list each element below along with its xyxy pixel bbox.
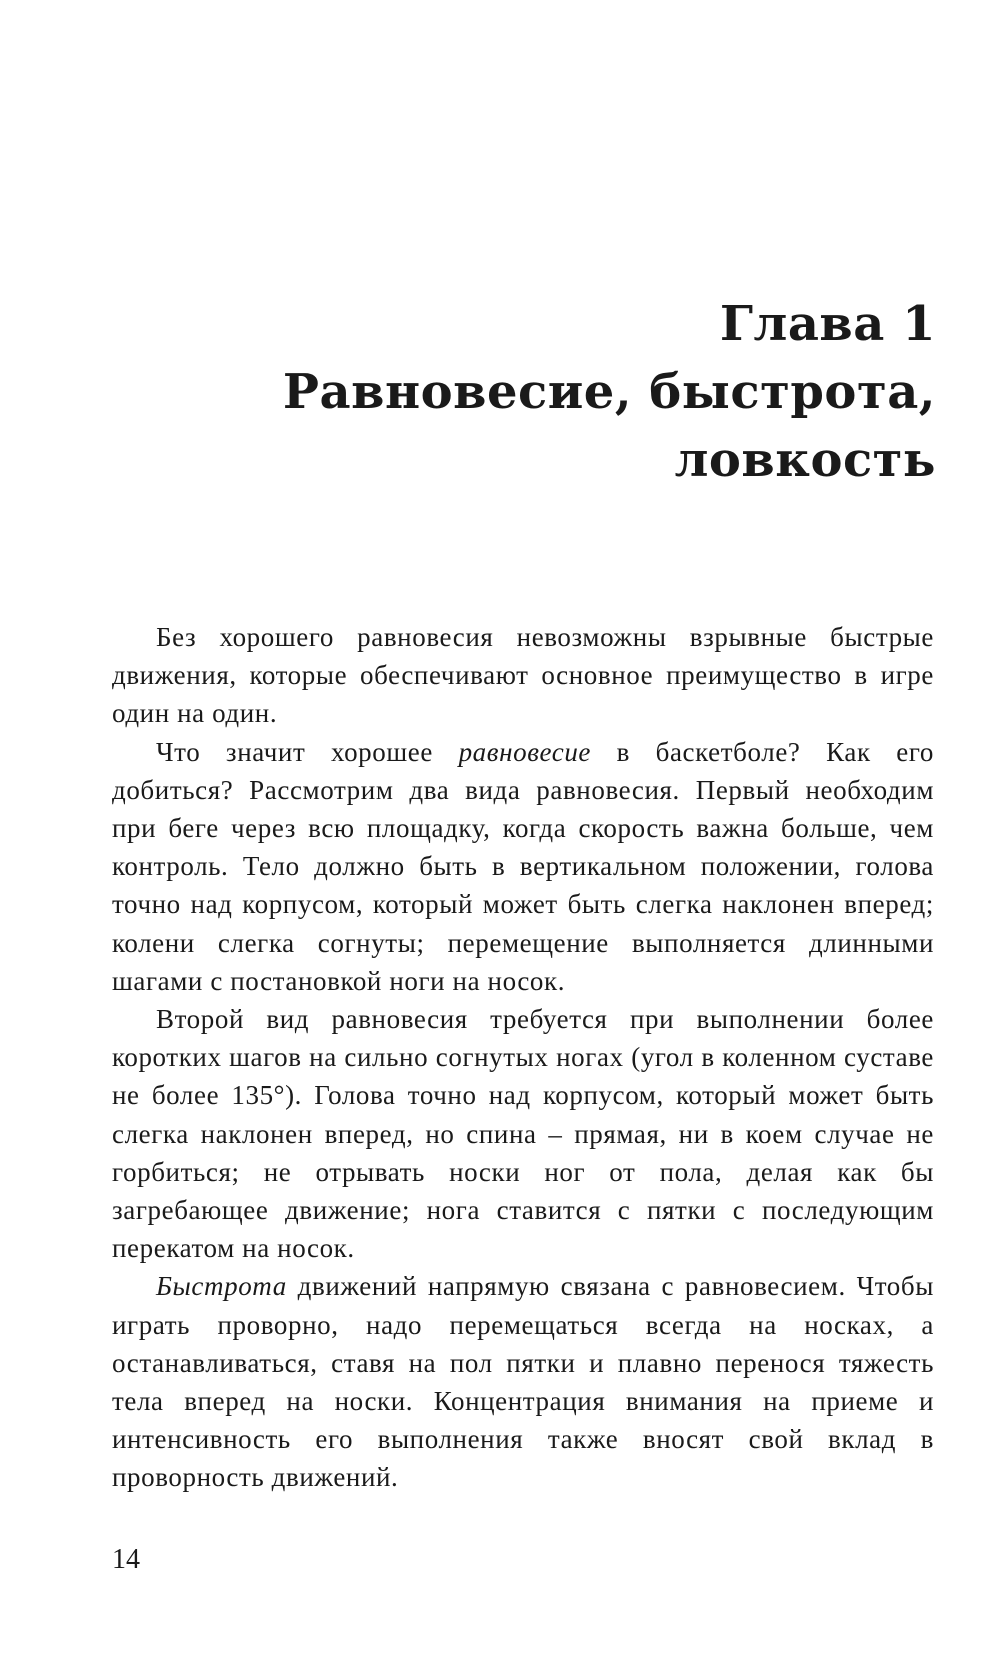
paragraph-1-text: Без хорошего равновесия невозможны взрывные быстрые движения, которые обеспечивают основное преимущество в игре один на один.: [112, 622, 934, 729]
paragraph-4-after: движений напрямую связана с равновесием. Чтобы играть проворно, надо перемещаться всегда на носках, а останавливаться, ставя на пол пятки и плавно перенося тяжесть тела вперед на носки. Концентрация внимания на приеме и интенсивность его выполнения также вносят свой вклад в проворность движений.: [112, 1271, 934, 1493]
paragraph-2-before: Что значит хорошее: [156, 736, 459, 767]
paragraph-4: [112, 1267, 934, 1496]
paragraph-2-after: в баскетболе? Как его добиться? Рассмотрим два вида равновесия. Первый необходим при беге через всю площадку, когда скорость важна больше, чем контроль. Тело должно быть в вертикальном положении, голова точно над корпусом, который может быть слегка наклонен вперед; колени слегка согнуты; перемещение выполняется длинными шагами с постановкой ноги на носок.: [112, 736, 934, 996]
chapter-title-line-1: Равновесие, быстрота,: [282, 364, 936, 420]
body-text: [112, 618, 934, 1497]
chapter-title-line-2: ловкость: [674, 432, 936, 488]
paragraph-3: [112, 1000, 934, 1267]
chapter-heading: [116, 290, 936, 494]
paragraph-2: [112, 733, 934, 1000]
chapter-number: Глава 1: [719, 296, 936, 352]
paragraph-4-emphasis: Быстрота: [156, 1271, 287, 1302]
paragraph-2-emphasis: равновесие: [458, 736, 592, 767]
page-number: 14: [112, 1544, 140, 1575]
paragraph-3-text: Второй вид равновесия требуется при выполнении более коротких шагов на сильно согнутых ногах (угол в коленном суставе не более 135°). Голова точно над корпусом, который может быть слегка наклонен вперед, но спина – прямая, ни в коем случае не горбиться; не отрывать носки ног от пола, делая как бы загребающее движение; нога ставится с пятки с последующим перекатом на носок.: [112, 1004, 934, 1264]
paragraph-1: [112, 618, 934, 733]
